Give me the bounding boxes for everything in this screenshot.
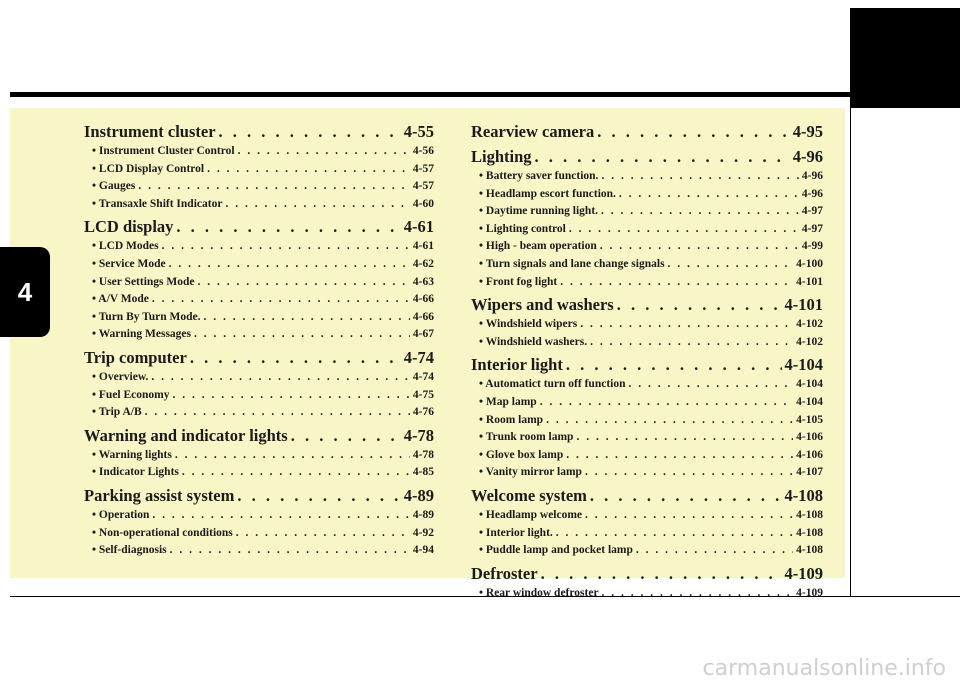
entry-title: • Transaxle Shift Indicator [92,197,223,210]
toc-entry[interactable] [84,238,434,256]
dot-leader [236,525,410,543]
entry-page: 4-94 [412,544,434,557]
section-page: 4-104 [784,355,823,375]
entry-page: 4-106 [796,431,823,444]
entry-page: 4-76 [412,406,434,419]
entry-title: • Warning lights [92,448,172,461]
entry-title: • Interior light. [479,526,553,539]
dot-leader [636,542,793,560]
top-rule [10,92,960,97]
toc-entry[interactable] [471,238,823,256]
entry-title: • Indicator Lights [92,466,179,479]
entry-title: • Lighting control [479,222,566,235]
toc-entry[interactable] [471,376,823,394]
chapter-tab: 4 [0,247,50,337]
toc-entry[interactable] [471,525,823,543]
toc-entry[interactable] [84,447,434,465]
dot-leader [601,168,798,186]
entry-page: 4-78 [412,448,434,461]
toc-section[interactable] [84,215,434,238]
toc-entry[interactable] [471,394,823,412]
entry-page: 4-57 [412,162,434,175]
toc-entry[interactable] [84,507,434,525]
section-title: Trip computer [84,347,187,367]
entry-title: • LCD Modes [92,240,159,253]
dot-leader [170,542,410,560]
toc-section[interactable] [471,145,823,168]
section-title: Instrument cluster [84,122,216,141]
dot-leader [182,464,410,482]
entry-title: • Room lamp [479,413,544,426]
toc-entry[interactable] [84,196,434,214]
entry-title: • Overview. [92,370,149,383]
dot-leader [152,507,410,525]
section-page: 4-74 [403,347,434,367]
section-title: LCD display [84,217,174,237]
toc-entry[interactable] [84,404,434,422]
entry-page: 4-60 [412,197,434,210]
dot-leader [569,221,799,239]
toc-entry[interactable] [471,464,823,482]
dot-leader [194,326,410,344]
toc-entry[interactable] [84,525,434,543]
dot-leader [169,256,410,274]
entry-title: • Trunk room lamp [479,431,574,444]
dot-leader [560,274,793,292]
toc-section[interactable] [471,120,823,143]
section-page: 4-61 [403,217,434,237]
toc-entry[interactable] [84,178,434,196]
toc-section[interactable] [471,484,823,507]
entry-title: • Daytime running light. [479,205,599,218]
entry-page: 4-102 [796,318,823,331]
toc-entry[interactable] [84,274,434,292]
dot-leader [580,316,793,334]
toc-entry[interactable] [84,542,434,560]
dot-leader [601,203,799,221]
entry-title: • Fuel Economy [92,388,170,401]
entry-page: 4-108 [796,544,823,557]
toc-entry[interactable] [471,542,823,560]
section-page: 4-95 [792,122,823,141]
entry-page: 4-66 [412,310,434,323]
toc-entry[interactable] [471,203,823,221]
entry-page: 4-63 [412,275,434,288]
toc-section[interactable] [84,120,434,143]
section-page: 4-55 [403,122,434,141]
section-page: 4-101 [784,295,823,315]
entry-page: 4-108 [796,508,823,521]
toc-entry[interactable] [471,585,823,603]
entry-title: • A/V Mode [92,293,149,306]
toc-entry[interactable] [84,326,434,344]
entry-page: 4-104 [796,395,823,408]
toc-entry[interactable] [84,387,434,405]
section-title: Rearview camera [471,122,595,141]
dot-leader [535,145,790,168]
dot-leader [600,238,799,256]
dot-leader [602,585,794,603]
dot-leader [225,196,409,214]
toc-section[interactable] [471,293,823,316]
entry-title: • Battery saver function. [479,170,599,182]
dot-leader [190,346,401,369]
dot-leader [219,120,401,143]
dot-leader [204,309,410,327]
section-title: Wipers and washers [471,295,614,315]
section-title: Parking assist system [84,485,235,505]
dot-leader [207,161,410,179]
section-page: 4-78 [403,425,434,445]
toc-entry[interactable] [471,168,823,186]
entry-page: 4-105 [796,413,823,426]
entry-page: 4-89 [412,508,434,521]
toc-entry[interactable] [471,429,823,447]
toc-column-right [471,118,823,602]
toc-entry[interactable] [471,447,823,465]
entry-title: • Automatict turn off function [479,378,626,391]
section-page: 4-96 [792,147,823,166]
toc-section[interactable] [471,562,823,585]
entry-title: • LCD Display Control [92,162,205,175]
section-title: Lighting [471,147,532,166]
dot-leader [566,353,782,376]
entry-page: 4-100 [796,257,823,270]
entry-title: • Front fog light [479,275,558,288]
toc-entry[interactable] [471,221,823,239]
section-title: Welcome system [471,485,587,505]
dot-leader [590,334,793,352]
section-page: 4-89 [403,485,434,505]
dot-leader [162,238,410,256]
entry-page: 4-99 [801,240,823,253]
entry-page: 4-66 [412,293,434,306]
entry-title: • Vanity mirror lamp [479,466,582,479]
dot-leader [151,369,410,387]
entry-page: 4-97 [801,205,823,218]
entry-page: 4-96 [801,187,823,200]
entry-title: • Windshield wipers [479,318,578,331]
toc-entry[interactable] [471,412,823,430]
toc-entry[interactable] [471,256,823,274]
dot-leader [556,525,793,543]
entry-page: 4-109 [796,586,823,599]
toc-entry[interactable] [471,186,823,204]
dot-leader [585,464,793,482]
entry-page: 4-85 [412,466,434,479]
entry-title: • Gauges [92,180,136,193]
toc-entry[interactable] [84,161,434,179]
entry-title: • Glove box lamp [479,448,564,461]
entry-title: • Rear window defroster [479,586,599,599]
entry-title: • Puddle lamp and pocket lamp [479,544,633,557]
toc-column-left [84,118,434,560]
entry-page: 4-56 [412,145,434,157]
toc-entry[interactable] [84,291,434,309]
toc-entry[interactable] [84,464,434,482]
dot-leader [541,562,782,585]
entry-page: 4-108 [796,526,823,539]
dot-leader [198,274,410,292]
entry-title: • Map lamp [479,395,537,408]
dot-leader [138,178,410,196]
toc-entry[interactable] [471,507,823,525]
section-page: 4-108 [784,485,823,505]
toc-entry[interactable] [84,256,434,274]
dot-leader [566,447,793,465]
entry-title: • Trip A/B [92,406,142,419]
dot-leader [238,143,410,161]
toc-entry[interactable] [471,316,823,334]
entry-page: 4-61 [412,240,434,253]
toc-section[interactable] [84,424,434,447]
dot-leader [668,256,794,274]
dot-leader [176,215,400,238]
dot-leader [540,394,793,412]
entry-title: • Turn By Turn Mode. [92,310,201,323]
entry-page: 4-101 [796,275,823,288]
entry-page: 4-75 [412,388,434,401]
entry-title: • Self-diagnosis [92,544,167,557]
dot-leader [576,429,793,447]
entry-title: • Operation [92,508,150,521]
entry-title: • Service Mode [92,257,166,270]
dot-leader [590,484,782,507]
entry-title: • Headlamp welcome [479,508,583,521]
dot-leader [175,447,410,465]
entry-page: 4-57 [412,180,434,193]
entry-title: • Warning Messages [92,328,192,341]
dot-leader [145,404,410,422]
toc-section[interactable] [84,484,434,507]
entry-page: 4-96 [801,170,823,182]
entry-page: 4-97 [801,222,823,235]
dot-leader [237,484,400,507]
entry-title: • User Settings Mode [92,275,195,288]
dot-leader [629,376,794,394]
dot-leader [291,424,401,447]
section-title: Warning and indicator lights [84,425,288,445]
toc-section[interactable] [471,353,823,376]
dot-leader [619,186,799,204]
entry-title: • Instrument Cluster Control [92,145,235,157]
entry-title: • Turn signals and lane change signals [479,257,665,270]
section-title: Defroster [471,563,538,583]
section-title: Interior light [471,355,563,375]
toc-section[interactable] [84,346,434,369]
side-divider [850,108,851,596]
section-page: 4-109 [784,563,823,583]
dot-leader [597,120,790,143]
toc-entry[interactable] [471,334,823,352]
dot-leader [546,412,793,430]
entry-page: 4-102 [796,335,823,348]
toc-entry[interactable] [84,309,434,327]
entry-title: • Windshield washers. [479,335,588,348]
dot-leader [152,291,410,309]
entry-page: 4-74 [412,370,434,383]
entry-page: 4-92 [412,526,434,539]
dot-leader [173,387,410,405]
dot-leader [585,507,793,525]
entry-page: 4-104 [796,378,823,391]
watermark: carmanualsonline.info [702,656,946,681]
toc-entry[interactable] [84,143,434,161]
entry-page: 4-67 [412,328,434,341]
toc-entry[interactable] [84,369,434,387]
entry-title: • Non-operational conditions [92,526,233,539]
entry-title: • Headlamp escort function. [479,187,616,200]
entry-page: 4-107 [796,466,823,479]
entry-page: 4-62 [412,257,434,270]
entry-page: 4-106 [796,448,823,461]
entry-title: • High - beam operation [479,240,597,253]
toc-entry[interactable] [471,274,823,292]
dot-leader [617,293,782,316]
